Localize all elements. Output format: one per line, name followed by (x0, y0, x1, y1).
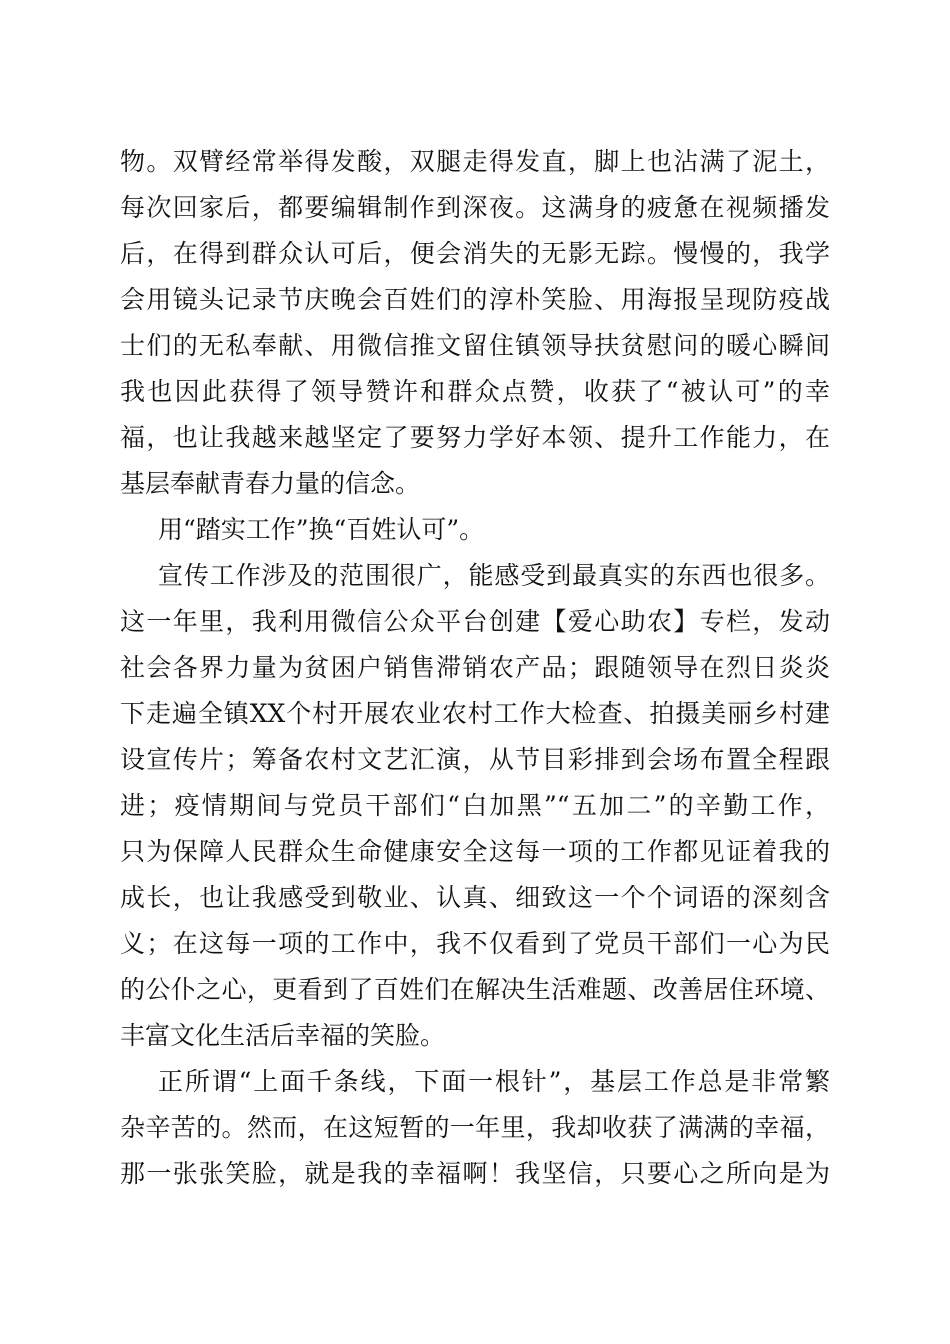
body-line: 基层奉献青春力量的信念。 (120, 469, 421, 498)
body-line: 丰富文化生活后幸福的笑脸。 (120, 1021, 446, 1050)
body-line: 只为保障人民群众生命健康安全这每一项的工作都见证着我的 (120, 837, 830, 866)
body-line: 进；疫情期间与党员干部们“白加黑”“五加二”的辛勤工作， (120, 791, 830, 820)
body-line: 杂辛苦的。然而，在这短暂的一年里，我却收获了满满的幸福， (120, 1113, 830, 1142)
body-line: 正所谓“上面千条线，下面一根针”，基层工作总是非常繁 (158, 1067, 830, 1096)
body-line: 宣传工作涉及的范围很广，能感受到最真实的东西也很多。 (158, 561, 830, 590)
body-line: 那一张张笑脸，就是我的幸福啊！我坚信，只要心之所向是为 (120, 1159, 830, 1188)
body-line: 后，在得到群众认可后，便会消失的无影无踪。慢慢的，我学 (120, 239, 830, 268)
body-line: 下走遍全镇XX个村开展农业农村工作大检查、拍摄美丽乡村建 (120, 699, 830, 728)
body-line: 物。双臂经常举得发酸，双腿走得发直，脚上也沾满了泥土， (120, 147, 830, 176)
section-heading: 用“踏实工作”换“百姓认可”。 (158, 515, 485, 544)
body-line: 士们的无私奉献、用微信推文留住镇领导扶贫慰问的暖心瞬间 (120, 331, 830, 360)
body-line: 福，也让我越来越坚定了要努力学好本领、提升工作能力，在 (120, 423, 830, 452)
body-line: 的公仆之心，更看到了百姓们在解决生活难题、改善居住环境、 (120, 975, 830, 1004)
body-line: 会用镜头记录节庆晚会百姓们的淳朴笑脸、用海报呈现防疫战 (120, 285, 830, 314)
body-line: 社会各界力量为贫困户销售滞销农产品；跟随领导在烈日炎炎 (120, 653, 830, 682)
body-line: 我也因此获得了领导赞许和群众点赞，收获了“被认可”的幸 (120, 377, 830, 406)
body-line: 设宣传片；筹备农村文艺汇演，从节目彩排到会场布置全程跟 (120, 745, 830, 774)
body-line: 这一年里，我利用微信公众平台创建【爱心助农】专栏，发动 (120, 607, 830, 636)
body-line: 义；在这每一项的工作中，我不仅看到了党员干部们一心为民 (120, 929, 830, 958)
body-line: 成长，也让我感受到敬业、认真、细致这一个个词语的深刻含 (120, 883, 830, 912)
body-line: 每次回家后，都要编辑制作到深夜。这满身的疲惫在视频播发 (120, 193, 830, 222)
